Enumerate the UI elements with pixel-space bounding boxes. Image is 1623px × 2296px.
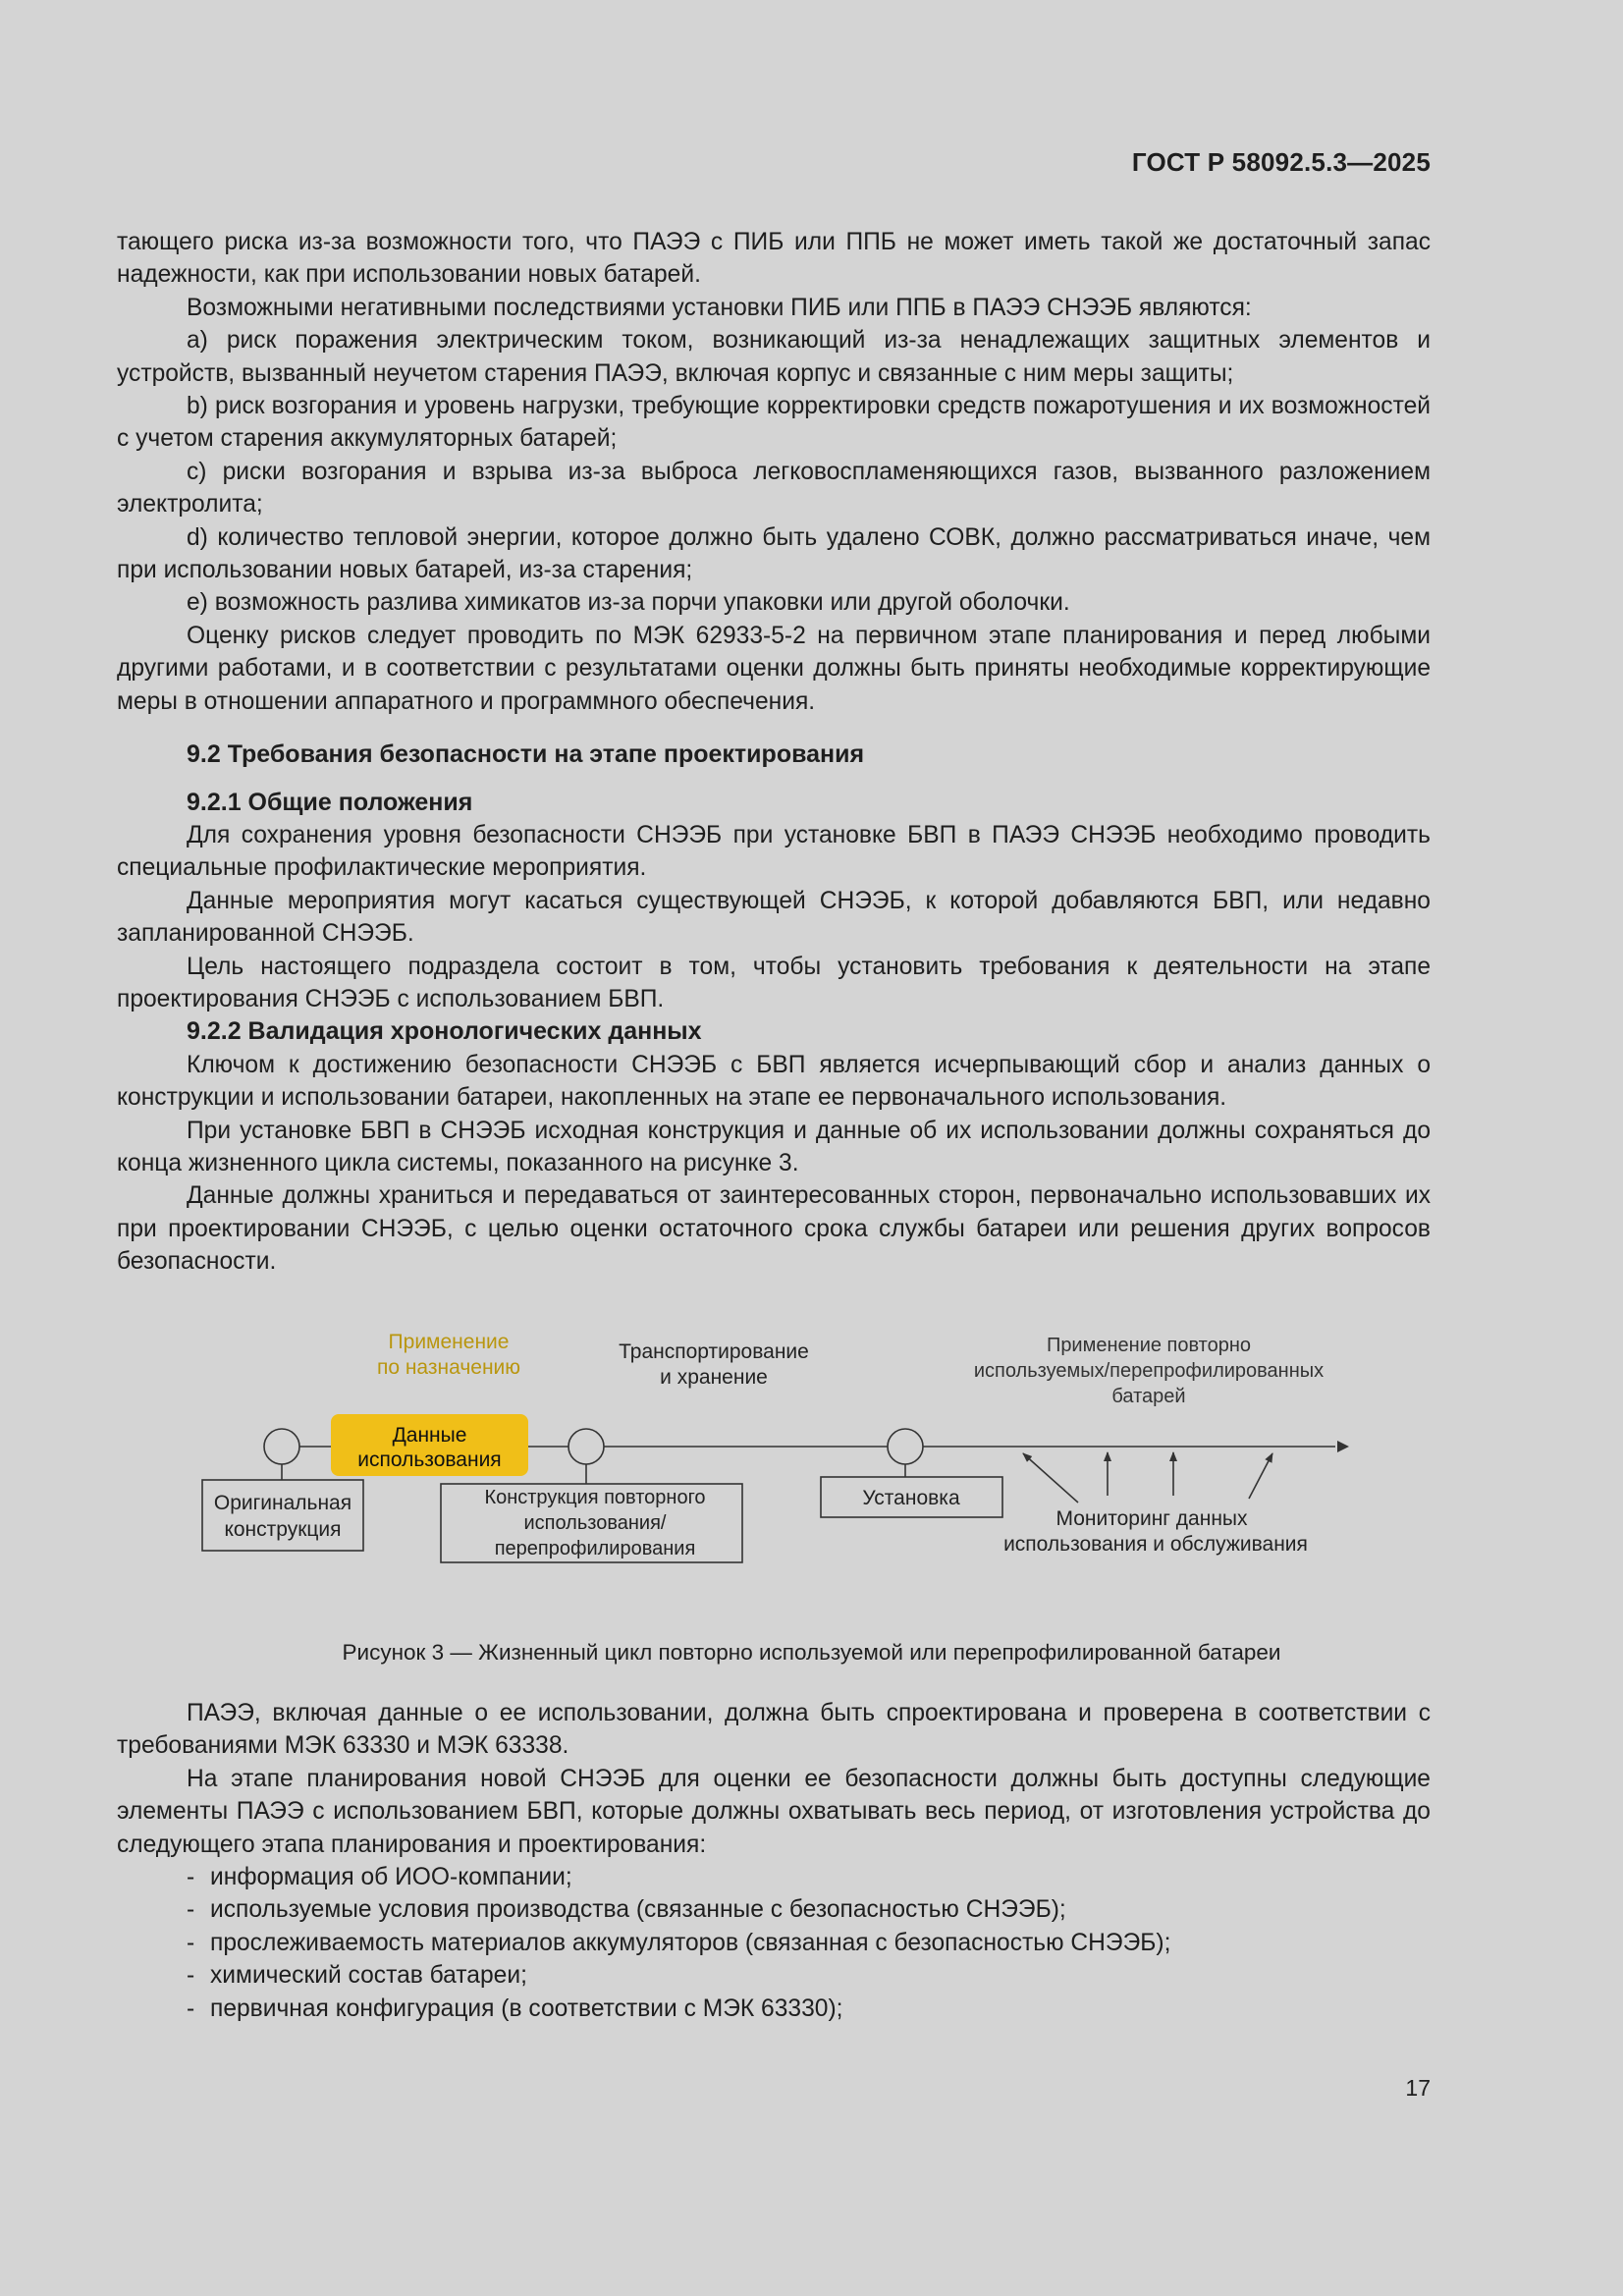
section-heading-9-2: 9.2 Требования безопасности на этапе проектирования bbox=[187, 740, 865, 769]
list-item bbox=[187, 1959, 1431, 1992]
paragraph: На этапе планирования новой СНЭЭБ для оценки ее безопасности должны быть доступны следующие элементы ПАЭЭ с использованием БВП, которые должны охватывать весь период, от изготовления устройства до следующего этапа планирования и проектирования: bbox=[117, 1765, 1431, 1858]
list-item-d: d) количество тепловой энергии, которое должно быть удалено СОВК, должно рассматриваться иначе, чем при использовании новых батарей, из-за старения; bbox=[117, 523, 1431, 584]
paragraph: Цель настоящего подраздела состоит в том, чтобы установить требования к деятельности на этапе проектирования СНЭЭБ с использованием БВП. bbox=[117, 953, 1431, 1012]
list-dash: - bbox=[187, 1995, 195, 2022]
paragraph: Данные мероприятия могут касаться существующей СНЭЭБ, к которой добавляются БВП, или недавно запланированной СНЭЭБ. bbox=[117, 887, 1431, 948]
paragraph: При установке БВП в СНЭЭБ исходная конструкция и данные об их использовании должны сохраняться до конца жизненного цикла системы, показанного на рисунке 3. bbox=[117, 1117, 1431, 1176]
subsection-heading-9-2-1: 9.2.1 Общие положения bbox=[187, 788, 473, 816]
list-item bbox=[187, 1927, 1431, 1959]
list-item-text: химический состав батареи; bbox=[210, 1962, 527, 1990]
intended-use-label: Применение bbox=[388, 1331, 510, 1353]
list-item bbox=[187, 1893, 1431, 1926]
list-item-b: b) риск возгорания и уровень нагрузки, требующие корректировки средств пожаротушения и их возможностей с учетом старения аккумуляторных батарей; bbox=[117, 393, 1431, 453]
reuse-label: используемых/перепрофилированных bbox=[973, 1360, 1325, 1382]
subsection-heading-9-2-2: 9.2.2 Валидация хронологических данных bbox=[187, 1017, 702, 1046]
milestone-circle-installation bbox=[888, 1429, 923, 1464]
reuse-design-label: перепрофилирования bbox=[494, 1538, 696, 1559]
paragraph: Ключом к достижению безопасности СНЭЭБ с БВП является исчерпывающий сбор и анализ данных о конструкции и использовании батареи, накопленных на этапе ее первоначального использования. bbox=[117, 1051, 1431, 1112]
list-item bbox=[187, 1993, 1431, 2025]
paragraph: Для сохранения уровня безопасности СНЭЭБ при установке БВП в ПАЭЭ СНЭЭБ необходимо проводить специальные профилактические мероприятия. bbox=[117, 821, 1431, 882]
list-dash: - bbox=[187, 1929, 195, 1956]
monitoring-label: Мониторинг данных bbox=[1055, 1507, 1248, 1530]
monitoring-arrow bbox=[1023, 1453, 1078, 1503]
monitoring-arrow bbox=[1249, 1453, 1272, 1499]
milestone-circle-reuse-design bbox=[568, 1429, 604, 1464]
list-item bbox=[187, 1861, 1431, 1893]
paragraph: Данные должны храниться и передаваться от заинтересованных сторон, первоначально использовавших их при проектировании СНЭЭБ, с целью оценки остаточного срока службы батареи или решения других вопросов безопасности. bbox=[117, 1182, 1431, 1276]
original-design-label: конструкция bbox=[224, 1518, 342, 1541]
main-text-block bbox=[117, 226, 1431, 1279]
timeline-arrowhead bbox=[1337, 1441, 1349, 1452]
list-item-text: первичная конфигурация (в соответствии с МЭК 63330); bbox=[210, 1995, 843, 2022]
paragraph: тающего риска из-за возможности того, что ПАЭЭ с ПИБ или ППБ не может иметь такой же достаточный запас надежности, как при использовании новых батарей. bbox=[117, 229, 1431, 289]
document-id-header: ГОСТ Р 58092.5.3—2025 bbox=[1131, 147, 1431, 177]
requirements-list bbox=[117, 1861, 1431, 2025]
monitoring-label: использования и обслуживания bbox=[1003, 1533, 1308, 1556]
lifecycle-diagram bbox=[0, 1316, 1623, 1591]
list-item-text: используемые условия производства (связанные с безопасностью СНЭЭБ); bbox=[210, 1896, 1066, 1924]
usage-data-label: использования bbox=[357, 1449, 502, 1471]
reuse-label: Применение повторно bbox=[1046, 1335, 1252, 1356]
reuse-label: батарей bbox=[1111, 1386, 1186, 1407]
paragraph: Возможными негативными последствиями установки ПИБ или ППБ в ПАЭЭ СНЭЭБ являются: bbox=[187, 294, 1252, 321]
intended-use-label: по назначению bbox=[376, 1356, 521, 1379]
list-item-a: a) риск поражения электрическим током, возникающий из-за ненадлежащих защитных элементов и устройств, вызванный неучетом старения ПАЭЭ, включая корпус и связанные с ним меры защиты; bbox=[117, 327, 1431, 387]
original-design-label: Оригинальная bbox=[213, 1492, 352, 1514]
paragraph: ПАЭЭ, включая данные о ее использовании, должна быть спроектирована и проверена в соответствии с требованиями МЭК 63330 и МЭК 63338. bbox=[117, 1700, 1431, 1760]
list-dash: - bbox=[187, 1896, 195, 1924]
reuse-design-label: Конструкция повторного bbox=[484, 1487, 706, 1508]
list-item-c: c) риски возгорания и взрыва из-за выброса легковоспламеняющихся газов, вызванного разложением электролита; bbox=[117, 458, 1431, 519]
list-dash: - bbox=[187, 1864, 195, 1891]
list-item-text: прослеживаемость материалов аккумуляторов (связанная с безопасностью СНЭЭБ); bbox=[210, 1929, 1171, 1956]
list-item-e: e) возможность разлива химикатов из-за порчи упаковки или другой оболочки. bbox=[187, 589, 1070, 617]
list-dash: - bbox=[187, 1962, 195, 1990]
list-item-text: информация об ИОО-компании; bbox=[210, 1864, 572, 1891]
paragraph: Оценку рисков следует проводить по МЭК 62933-5-2 на первичном этапе планирования и перед любыми другими работами, и в соответствии с результатами оценки должны быть приняты необходимые корректирующие меры в отношении аппаратного и программного обеспечения. bbox=[117, 622, 1431, 715]
reuse-design-label: использования/ bbox=[523, 1512, 667, 1534]
usage-data-label: Данные bbox=[392, 1424, 467, 1447]
page-number: 17 bbox=[1405, 2075, 1431, 2101]
figure-caption: Рисунок 3 — Жизненный цикл повторно используемой или перепрофилированной батареи bbox=[342, 1640, 1281, 1665]
milestone-circle-original bbox=[264, 1429, 299, 1464]
installation-label: Установка bbox=[862, 1487, 960, 1509]
lower-text-block bbox=[117, 1697, 1431, 2025]
transport-label: и хранение bbox=[660, 1366, 768, 1389]
transport-label: Транспортирование bbox=[619, 1340, 809, 1363]
